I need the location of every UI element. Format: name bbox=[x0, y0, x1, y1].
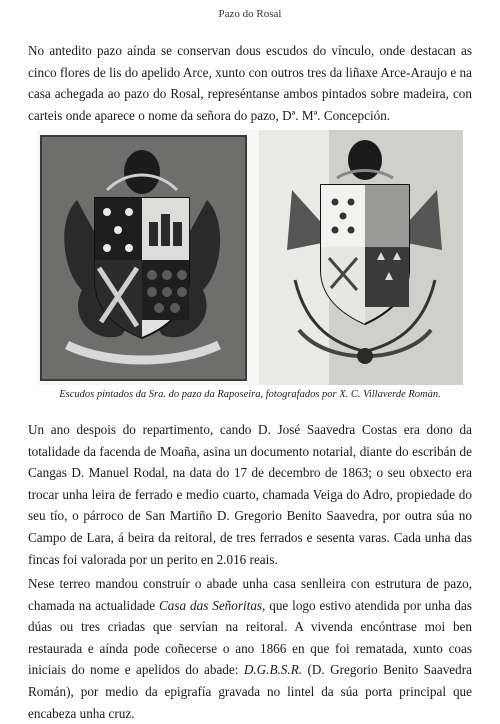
italic-initials: D.G.B.S.R. bbox=[243, 662, 303, 678]
paragraph-escudos: No antedito pazo aínda se conservan dous escudos do vínculo, onde destacan as cinco flores de lis do apelido Arce, xunto con outros tres da liñaxe Arce-Araujo e na casa achegada ao pazo do Rosal, represéntanse ambos pintados sobre madeira, con carteis onde aparece o nome da señora do pazo, Dª. Mª. Concepción. bbox=[28, 43, 472, 123]
text-run: , que logo estivo atendida por unha das dúas ou tres criadas que servían na reitoral. A vivenda encóntrase moi ben restaurada e aínda pode coñecerse o ano 1866 en que foi rematada, xunto coas iniciais do nome e apelidos do abade: bbox=[28, 597, 472, 678]
text-run: (D. Gregorio Benito Saavedra Román), por medio da epigrafía gravada no lintel da súa porta principal que encabeza unha cruz. bbox=[28, 662, 472, 721]
paragraph-repartimento: Un ano despois do repartimento, cando D. José Saavedra Costas era dono da totalidade da facenda de Moaña, asina un documento notarial, diante do escribán de Cangas D. Manuel Rodal, na data do 17 de decembro de 1863; o seu obxecto era trocar unha leira de ferrado e medio cuarto, chamada Veiga do Adro, propiedade do seu tío, o párroco de San Martiño D. Gregorio Benito Saavedra, por outra súa no Campo de Lara, á beira da reitoral, de tres ferrados e sesenta varas. Cada unha das fincas foi valorada por un perito en 2.016 reais. bbox=[28, 422, 472, 567]
coats-of-arms-photo bbox=[37, 130, 463, 385]
text-run: Nese terreo mandou construír o abade unha casa senlleira con estrutura de pazo, chamada na actualidade bbox=[28, 576, 472, 613]
italic-house-name: Casa das Señoritas bbox=[159, 597, 263, 613]
figure-caption: Escudos pintados da Sra. do pazo da Raposeira, fotografados por X. C. Villaverde Román. bbox=[59, 389, 441, 400]
paragraph-casa-senoritas bbox=[28, 573, 472, 724]
running-header: Pazo do Rosal bbox=[218, 8, 282, 20]
